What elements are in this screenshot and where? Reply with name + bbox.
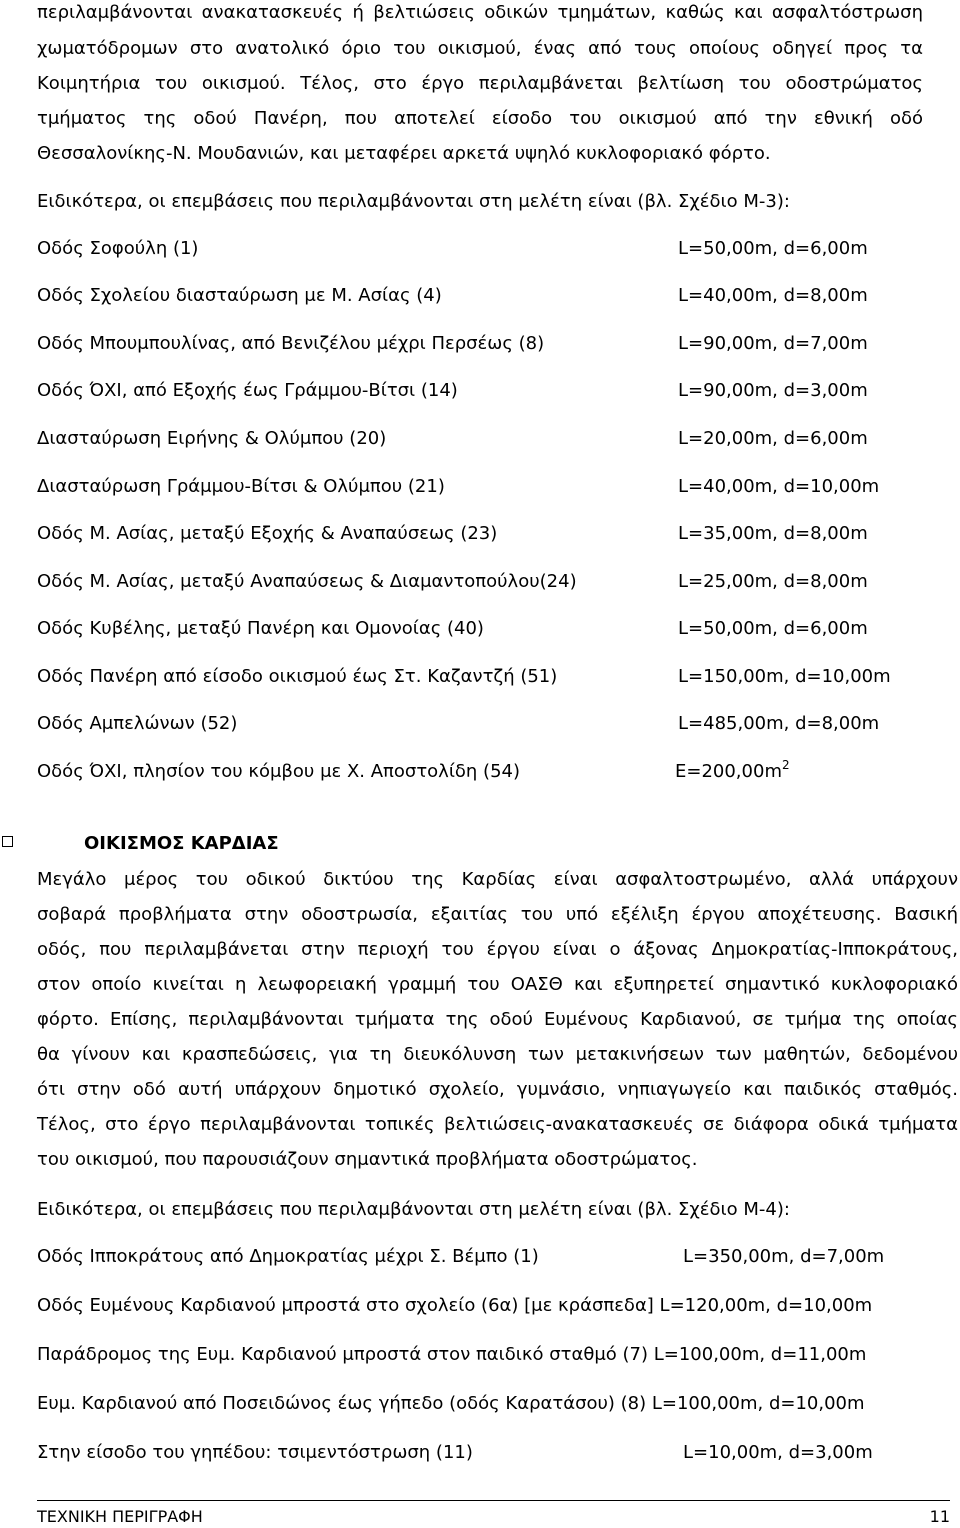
footer-divider (37, 1500, 950, 1501)
section-line: του οικισμού, που παρουσιάζουν σημαντικά προβλήματα οδοστρώματος. (37, 1149, 698, 1170)
m3-item-name: Οδός Μ. Ασίας, μεταξύ Αναπαύσεως & Διαμαντοπούλου(24) (37, 571, 577, 592)
section-line: οδός, που περιλαμβάνεται στην περιοχή του έργου είναι ο άξονας Δημοκρατίας-Ιπποκράτους, (37, 939, 958, 960)
intro-line: περιλαμβάνονται ανακατασκευές ή βελτιώσεις οδικών τμημάτων, καθώς και ασφαλτόστρωση (37, 2, 923, 23)
m3-intro: Ειδικότερα, οι επεμβάσεις που περιλαμβάνονται στη μελέτη είναι (βλ. Σχέδιο Μ-3): (37, 191, 790, 212)
section-line: θα γίνουν και κρασπεδώσεις, για τη διευκόλυνση των μετακινήσεων των μαθητών, δεδομένου (37, 1044, 958, 1065)
m3-item-name: Διασταύρωση Γράμμου-Βίτσι & Ολύμπου (21) (37, 476, 445, 497)
m3-item-name: Οδός Μπουμπουλίνας, από Βενιζέλου μέχρι Περσέως (8) (37, 333, 545, 354)
m4-item-name: Οδός Ιπποκράτους από Δημοκρατίας μέχρι Σ. Βέμπο (1) (37, 1246, 539, 1267)
m4-intro: Ειδικότερα, οι επεμβάσεις που περιλαμβάνονται στη μελέτη είναι (βλ. Σχέδιο Μ-4): (37, 1199, 790, 1220)
m3-area-value-text: E=200,00m (675, 761, 782, 782)
m3-item-name: Οδός Σοφούλη (1) (37, 238, 199, 259)
m3-item-value: L=20,00m, d=6,00m (678, 428, 868, 449)
m4-item-name: Ευμ. Καρδιανού από Ποσειδώνος έως γήπεδο (οδός Καρατάσου) (8) L=100,00m, d=10,00m (37, 1393, 865, 1414)
section-line: Τέλος, στο έργο περιλαμβάνονται τοπικές βελτιώσεις-ανακατασκευές σε διάφορα οδικά τμήματα (37, 1114, 958, 1135)
m3-item-name: Οδός Αμπελώνων (52) (37, 713, 238, 734)
m3-item-name: Οδός Πανέρη από είσοδο οικισμού έως Στ. Καζαντζή (51) (37, 666, 558, 687)
m3-item-value: L=40,00m, d=8,00m (678, 285, 868, 306)
footer-title: ΤΕΧΝΙΚΗ ΠΕΡΙΓΡΑΦΗ (37, 1507, 203, 1526)
intro-line: Κοιμητήρια του οικισμού. Τέλος, στο έργο περιλαμβάνεται βελτίωση του οδοστρώματος (37, 73, 923, 94)
m3-item-value: L=90,00m, d=7,00m (678, 333, 868, 354)
m3-area-item-value (675, 760, 790, 784)
section-line: ότι στην οδό αυτή υπάρχουν δημοτικό σχολείο, γυμνάσιο, νηπιαγωγείο και παιδικός σταθμός. (37, 1079, 958, 1100)
section-line: φόρτο. Επίσης, περιλαμβάνονται τμήματα της οδού Ευμένους Καρδιανού, σε τμήμα της οποίας (37, 1009, 958, 1030)
checkbox-bullet-icon (2, 836, 13, 847)
m3-item-value: L=50,00m, d=6,00m (678, 238, 868, 259)
m3-item-name: Οδός ΌΧΙ, από Εξοχής έως Γράμμου-Βίτσι (14) (37, 380, 458, 401)
m4-item-name: Οδός Ευμένους Καρδιανού μπροστά στο σχολείο (6α) [με κράσπεδα] L=120,00m, d=10,00m (37, 1295, 873, 1316)
m3-item-name: Οδός Σχολείου διασταύρωση με Μ. Ασίας (4) (37, 285, 442, 306)
m4-item-name: Παράδρομος της Ευμ. Καρδιανού μπροστά στον παιδικό σταθμό (7) L=100,00m, d=11,00m (37, 1344, 867, 1365)
section-line: στον οποίο κινείται η λεωφορειακή γραμμή του ΟΑΣΘ και εξυπηρετεί σημαντικό κυκλοφοριακό (37, 974, 958, 995)
section-line: σοβαρά προβλήματα στην οδοστρωσία, εξαιτίας του υπό εξέλιξη έργου αποχέτευσης. Βασική (37, 904, 958, 925)
m3-item-name: Οδός Μ. Ασίας, μεταξύ Εξοχής & Αναπαύσεως (23) (37, 523, 498, 544)
m3-item-value: L=150,00m, d=10,00m (678, 666, 891, 687)
section-title: ΟΙΚΙΣΜΟΣ ΚΑΡΔΙΑΣ (84, 833, 279, 854)
section-line: Μεγάλο μέρος του οδικού δικτύου της Καρδίας είναι ασφαλτοστρωμένο, αλλά υπάρχουν (37, 869, 958, 890)
m3-item-name: Οδός Κυβέλης, μεταξύ Πανέρη και Ομονοίας (40) (37, 618, 484, 639)
m4-item-name: Στην είσοδο του γηπέδου: τσιμεντόστρωση (11) (37, 1442, 473, 1463)
m3-area-item-name: Οδός ΌΧΙ, πλησίον του κόμβου με Χ. Αποστολίδη (54) (37, 761, 521, 782)
intro-line: τμήματος της οδού Πανέρη, που αποτελεί είσοδο του οικισμού από την εθνική οδό (37, 108, 923, 129)
page-number: 11 (929, 1507, 950, 1526)
intro-line: Θεσσαλονίκης-Ν. Μουδανιών, και μεταφέρει αρκετά υψηλό κυκλοφοριακό φόρτο. (37, 143, 771, 164)
m3-item-value: L=40,00m, d=10,00m (678, 476, 880, 497)
m3-item-value: L=25,00m, d=8,00m (678, 571, 868, 592)
m3-item-value: L=35,00m, d=8,00m (678, 523, 868, 544)
m3-area-superscript: 2 (781, 758, 790, 772)
m4-item-value: L=10,00m, d=3,00m (683, 1442, 873, 1463)
m3-item-value: L=90,00m, d=3,00m (678, 380, 868, 401)
m4-item-value: L=350,00m, d=7,00m (683, 1246, 885, 1267)
intro-line: χωματόδρομων στο ανατολικό όριο του οικισμού, ένας από τους οποίους οδηγεί προς τα (37, 38, 923, 59)
m3-item-value: L=50,00m, d=6,00m (678, 618, 868, 639)
m3-item-name: Διασταύρωση Ειρήνης & Ολύμπου (20) (37, 428, 387, 449)
m3-item-value: L=485,00m, d=8,00m (678, 713, 880, 734)
